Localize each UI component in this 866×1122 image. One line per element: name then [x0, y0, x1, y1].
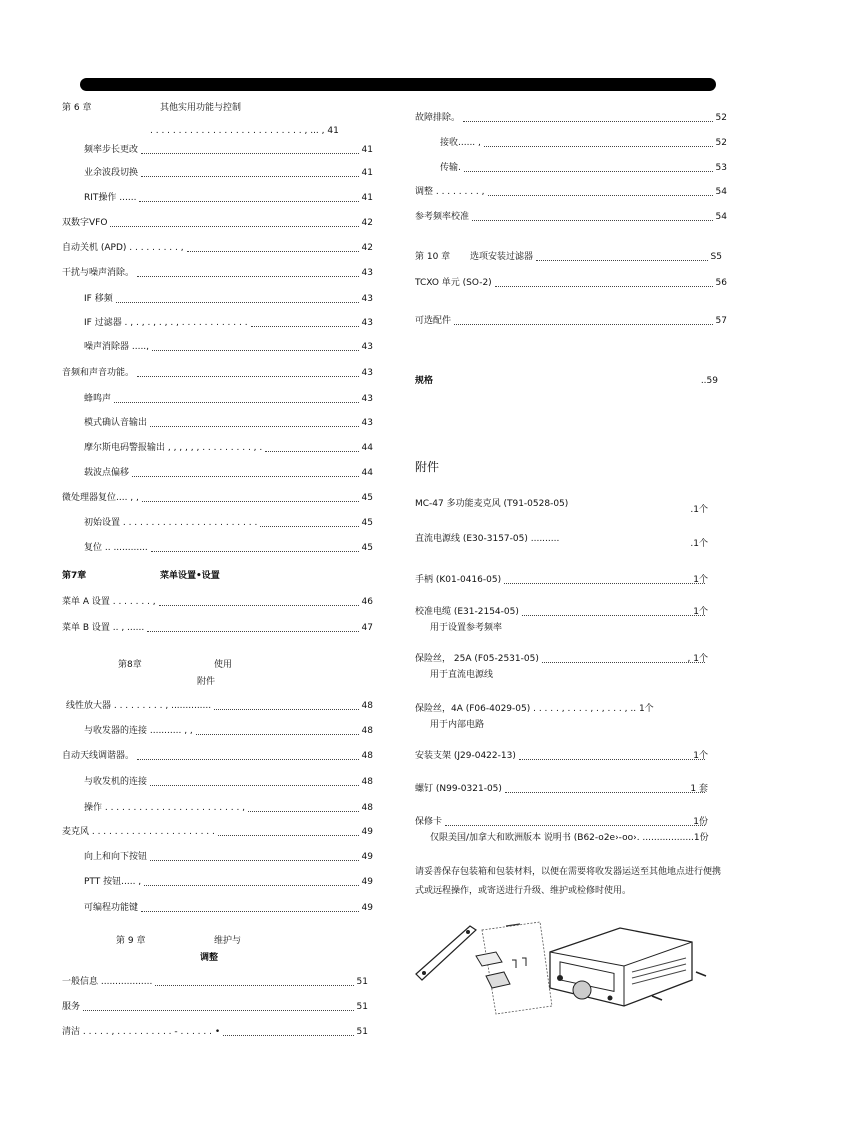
toc-entry [440, 162, 727, 174]
toc-entry-label: 干扰与噪声消除。 [62, 268, 135, 278]
toc-entry-page: 52 [715, 138, 727, 148]
chapter-8-subtitle: 附件 [197, 677, 216, 687]
toc-leader-dots [155, 976, 354, 986]
toc-entry-page: 43 [361, 268, 373, 278]
accessory-qty: .1个 [690, 505, 708, 515]
toc-entry-page: 49 [361, 903, 373, 913]
toc-entry [62, 242, 373, 254]
toc-entry-label: 噪声消除器 ....., [84, 342, 150, 352]
toc-entry-page: 46 [361, 597, 373, 607]
toc-entry-label: 微处理器复位.... , , [62, 493, 139, 503]
accessory-qty: .1个 [690, 539, 708, 549]
transceiver-drawing [550, 928, 706, 1006]
chapter-10-page: S5 [710, 252, 722, 262]
accessory-label: 保险丝， 25A (F05-2531-05) [415, 654, 539, 664]
accessories-illustration [410, 918, 722, 1018]
toc-entry-label: 传输. [440, 163, 461, 173]
toc-leader-dots [141, 902, 359, 912]
toc-leader-dots [114, 393, 359, 403]
toc-entry [84, 725, 373, 737]
accessory-label: 手柄 (K01-0416-05) [415, 575, 502, 585]
toc-entry-page: 43 [361, 418, 373, 428]
accessory-item [415, 606, 708, 618]
toc-entry-page: 45 [361, 518, 373, 528]
toc-entry [66, 700, 373, 712]
toc-entry-label: 操作 . . . . . . . . . . . . . . . . . . . . . . . . , [84, 803, 246, 813]
toc-entry-label: 蜂鸣声 [84, 394, 112, 404]
toc-entry [84, 802, 373, 814]
toc-entry [84, 192, 373, 204]
toc-leader-dots [522, 606, 705, 616]
toc-entry-page: 52 [715, 113, 727, 123]
packaging-note-line-2: 式或远程操作，或寄送进行升级、维护或检修时使用。 [415, 886, 632, 896]
toc-entry-label: 清洁 . . . . . , . . . . . . . . . . - . . . . . . • [62, 1027, 221, 1037]
chapter-7-number: 第7章 [62, 571, 87, 581]
accessory-note: 用于直流电源线 [430, 670, 494, 680]
accessory-label: MC-47 多功能麦克风 (T91-0528-05) [415, 499, 569, 509]
toc-entry-label: 模式确认音输出 [84, 418, 148, 428]
toc-entry-label: 自动天线调谐器。 [62, 751, 135, 761]
toc-entry [84, 542, 373, 554]
toc-entry-label: 接收...... , [440, 138, 481, 148]
toc-leader-dots [504, 574, 705, 584]
toc-leader-dots [137, 750, 359, 760]
toc-entry-page: 44 [361, 443, 373, 453]
chapter-7-title: 菜单设置•设置 [160, 571, 220, 581]
chapter-6-page: . . . . . . . . . . . . . . . . . . . . . . . . . . . , ... , 41 [150, 126, 339, 136]
chapter-9-subtitle: 调整 [200, 953, 219, 963]
toc-entry-page: 47 [361, 623, 373, 633]
toc-entry [62, 367, 373, 379]
toc-entry [62, 596, 373, 608]
toc-leader-dots [445, 816, 705, 826]
toc-entry [62, 750, 373, 762]
accessory-qty: 1 套 [690, 784, 708, 794]
toc-leader-dots [150, 776, 359, 786]
toc-entry-page: 48 [361, 726, 373, 736]
toc-entry [84, 393, 373, 405]
toc-leader-dots [248, 802, 359, 812]
toc-entry [62, 492, 373, 504]
toc-leader-dots [137, 267, 359, 277]
toc-entry [84, 341, 373, 353]
toc-leader-dots [542, 653, 705, 663]
toc-entry-page: 51 [356, 1002, 368, 1012]
accessory-qty: 1个 [693, 751, 708, 761]
accessory-item [415, 574, 708, 586]
bag-drawing [476, 922, 552, 1014]
toc-entry-label: IF 过滤器 . , . , . , . , . , . . . . . . . . . . . . [84, 318, 248, 328]
chapter-6-number: 第 6 章 [62, 103, 92, 113]
toc-entry-page: 45 [361, 543, 373, 553]
accessory-qty: 1个 [693, 575, 708, 585]
toc-entry [84, 902, 373, 914]
toc-leader-dots [137, 367, 359, 377]
chapter-10-number: 第 10 章 [415, 252, 451, 262]
toc-leader-dots [144, 876, 359, 886]
toc-entry-label: 服务 [62, 1002, 81, 1012]
accessory-note: 仅限美国/加拿大和欧洲版本 说明书 (B62-o2e›-oo›. ..................1份 [430, 833, 709, 843]
toc-leader-dots [265, 442, 359, 452]
chapter-8-title: 使用 [214, 660, 233, 670]
toc-entry [415, 186, 727, 198]
toc-leader-dots [83, 1001, 354, 1011]
toc-leader-dots [519, 750, 705, 760]
accessory-item [415, 533, 708, 545]
toc-entry-label: PTT 按钮..... , [84, 877, 142, 887]
toc-entry-label: IF 移频 [84, 294, 113, 304]
toc-entry [84, 467, 373, 479]
accessory-qty: 1份 [693, 817, 708, 827]
toc-entry-page: 48 [361, 777, 373, 787]
toc-entry [415, 112, 727, 124]
toc-entry [415, 211, 727, 223]
toc-entry-label: 故障排除。 [415, 113, 461, 123]
accessory-item [415, 783, 708, 795]
toc-entry-label: 与收发机的连接 [84, 777, 148, 787]
toc-leader-dots [464, 162, 713, 172]
toc-entry [62, 826, 373, 838]
toc-entry-specs [415, 375, 718, 387]
chapter-6-title: 其他实用功能与控制 [160, 103, 242, 113]
toc-entry-page: 45 [361, 493, 373, 503]
toc-leader-dots [139, 192, 359, 202]
toc-entry [440, 137, 727, 149]
toc-entry [84, 442, 373, 454]
toc-entry-label: TCXO 单元 (SO-2) [415, 278, 492, 288]
accessory-item [415, 703, 708, 715]
toc-leader-dots [214, 700, 359, 710]
toc-entry-label: RIT操作 ...... [84, 193, 137, 203]
toc-entry-label: 复位 .. ............ [84, 543, 148, 553]
toc-entry [84, 876, 373, 888]
toc-leader-dots [260, 517, 359, 527]
specs-page: ..59 [700, 376, 718, 386]
accessory-label: 保修卡 [415, 817, 443, 827]
chapter-9-number: 第 9 章 [116, 936, 146, 946]
toc-entry-page: 53 [715, 163, 727, 173]
toc-entry-page: 51 [356, 977, 368, 987]
toc-entry-page: 41 [361, 168, 373, 178]
toc-entry [62, 622, 373, 634]
toc-leader-dots [150, 417, 359, 427]
toc-leader-dots [187, 242, 359, 252]
toc-entry-label: 调整 . . . . . . . . , [415, 187, 485, 197]
accessory-qty: 1个 [693, 607, 708, 617]
toc-entry-label: 可编程功能键 [84, 903, 139, 913]
toc-leader-dots [484, 137, 713, 147]
toc-entry-label: 麦克风 . . . . . . . . . . . . . . . . . . . . . . [62, 827, 215, 837]
specs-label: 规格 [415, 376, 434, 386]
toc-leader-dots [141, 144, 359, 154]
toc-leader-dots [150, 851, 359, 861]
toc-leader-dots [505, 783, 705, 793]
toc-entry-label: 载波点偏移 [84, 468, 130, 478]
toc-entry-page: 49 [361, 877, 373, 887]
chapter-10-title: 选项安装过滤器 [470, 252, 534, 262]
toc-entry [84, 293, 373, 305]
toc-leader-dots [116, 293, 359, 303]
toc-leader-dots [196, 725, 359, 735]
toc-leader-dots [147, 622, 359, 632]
toc-entry-page: 41 [361, 193, 373, 203]
toc-leader-dots [141, 167, 359, 177]
header-rule [80, 78, 716, 91]
toc-entry-label: 参考频率校准 [415, 212, 470, 222]
accessory-item [415, 498, 708, 510]
accessory-note: 用于设置参考频率 [430, 623, 503, 633]
toc-entry [84, 776, 373, 788]
toc-entry [415, 315, 727, 327]
toc-entry-page: 43 [361, 394, 373, 404]
toc-entry-page: 42 [361, 218, 373, 228]
toc-entry [62, 217, 373, 229]
toc-entry [62, 267, 373, 279]
toc-leader-dots [463, 112, 713, 122]
toc-entry-label: 业余波段切换 [84, 168, 139, 178]
toc-entry-page: 51 [356, 1027, 368, 1037]
toc-entry-label: 菜单 B 设置 .. , ...... [62, 623, 145, 633]
toc-leader-dots [495, 277, 713, 287]
toc-entry-page: 44 [361, 468, 373, 478]
toc-leader-dots [454, 315, 713, 325]
toc-entry-page: 54 [715, 212, 727, 222]
chapter-9-title: 维护与 [214, 936, 242, 946]
accessory-label: 直流电源线 (E30-3157-05) .......... [415, 534, 560, 544]
toc-leader-dots [251, 317, 359, 327]
toc-entry-label: 可选配件 [415, 316, 452, 326]
toc-entry [62, 1001, 368, 1013]
toc-entry-page: 43 [361, 342, 373, 352]
toc-entry-page: 57 [715, 316, 727, 326]
accessory-item [415, 653, 708, 665]
toc-entry [62, 1026, 368, 1038]
toc-entry [415, 277, 727, 289]
packaging-note-line-1: 请妥善保存包装箱和包装材料，以便在需要将收发器运送至其他地点进行便携 [415, 867, 722, 877]
toc-entry-page: 41 [361, 145, 373, 155]
accessory-label: 保险丝，4A (F06-4029-05) . . . . . , . . . . , . , . . . , .. 1个 [415, 704, 654, 714]
toc-leader-dots [159, 596, 359, 606]
toc-entry-page: 49 [361, 827, 373, 837]
accessory-item [415, 750, 708, 762]
toc-entry [84, 517, 373, 529]
toc-entry-page: 43 [361, 318, 373, 328]
accessory-label: 校准电缆 (E31-2154-05) [415, 607, 519, 617]
toc-entry [84, 167, 373, 179]
accessory-note: 用于内部电路 [430, 720, 485, 730]
toc-entry-chapter-10 [470, 251, 722, 263]
toc-entry [84, 417, 373, 429]
toc-leader-dots [151, 542, 359, 552]
toc-entry-page: 43 [361, 294, 373, 304]
toc-leader-dots [132, 467, 359, 477]
toc-entry-label: 线性放大器 . . . . . . . . . , .............. [66, 701, 212, 711]
toc-entry [84, 851, 373, 863]
toc-entry-label: 菜单 A 设置 . . . . . . . , [62, 597, 156, 607]
accessory-qty: , 1个 [687, 654, 708, 664]
toc-entry-label: 与收发器的连接 ........... , , [84, 726, 193, 736]
toc-entry [84, 144, 373, 156]
handle-drawing [416, 926, 476, 980]
toc-entry-page: 54 [715, 187, 727, 197]
toc-entry-label: 自动关机 (APD) . . . . . . . . . , [62, 243, 184, 253]
toc-leader-dots [472, 211, 713, 221]
toc-entry-page: 48 [361, 701, 373, 711]
toc-leader-dots [152, 341, 359, 351]
toc-entry [62, 976, 368, 988]
toc-entry-page: 48 [361, 803, 373, 813]
toc-entry-label: 初始设置 . . . . . . . . . . . . . . . . . . . . . . . . [84, 518, 258, 528]
toc-entry-page: 48 [361, 751, 373, 761]
toc-entry-page: 56 [715, 278, 727, 288]
toc-leader-dots [142, 492, 359, 502]
accessories-heading: 附件 [415, 460, 440, 474]
toc-leader-dots [488, 186, 713, 196]
toc-entry-label: 双数字VFO [62, 218, 108, 228]
toc-entry-page: 42 [361, 243, 373, 253]
toc-entry [84, 317, 373, 329]
toc-entry-label: 频率步长更改 [84, 145, 139, 155]
toc-entry-label: 音频和声音功能。 [62, 368, 135, 378]
accessory-label: 安装支架 (J29-0422-13) [415, 751, 516, 761]
toc-entry-page: 49 [361, 852, 373, 862]
toc-leader-dots [536, 251, 708, 261]
toc-leader-dots [223, 1026, 354, 1036]
toc-leader-dots [218, 826, 359, 836]
chapter-8-number: 第8章 [118, 660, 142, 670]
accessory-item [415, 816, 708, 828]
toc-entry-label: 向上和向下按钮 [84, 852, 148, 862]
toc-entry-page: 43 [361, 368, 373, 378]
toc-entry-label: 一般信息 .................. [62, 977, 153, 987]
accessory-label: 螺钉 (N99-0321-05) [415, 784, 502, 794]
toc-leader-dots [110, 217, 359, 227]
toc-entry-label: 摩尔斯电码警报输出 , , , , , , . . . . . . . . . , . [84, 443, 263, 453]
